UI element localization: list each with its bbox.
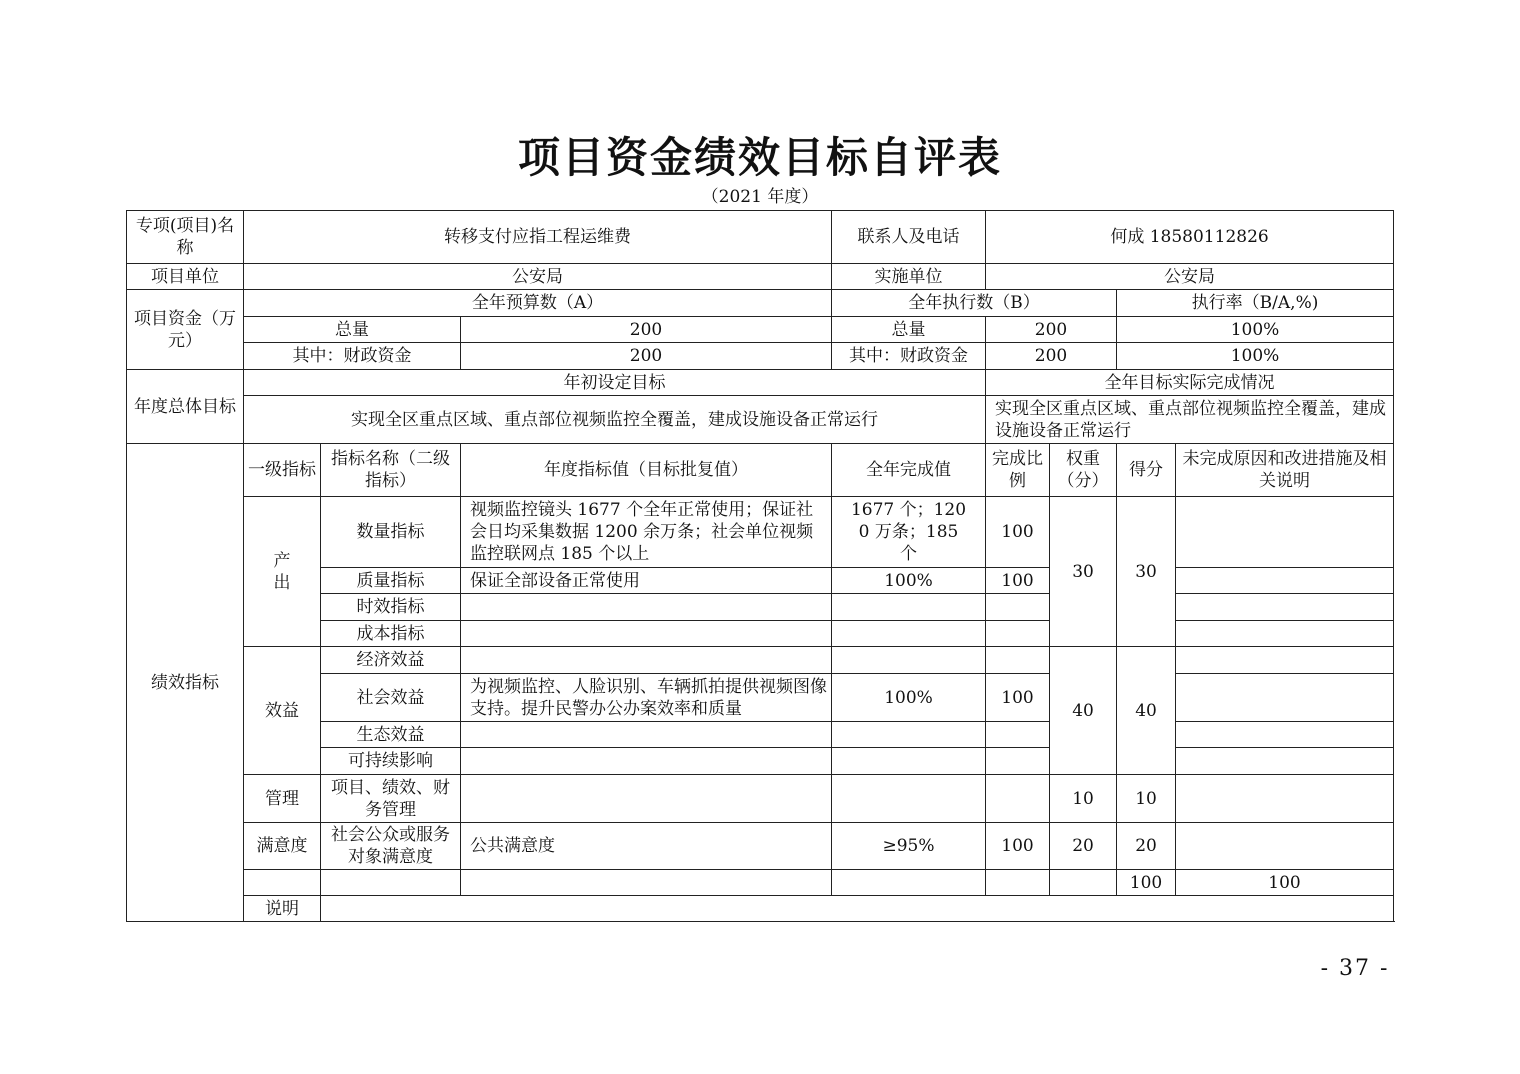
table-row [127,444,1394,497]
quality-done: 100% [832,568,986,594]
social-name: 社会效益 [321,674,461,722]
total-score: 100 [1176,870,1394,896]
sustainable-name: 可持续影响 [321,748,461,775]
contact-value: 何成 18580112826 [986,211,1394,264]
table-row [127,896,1394,922]
notes-cell [1176,775,1394,823]
empty-cell [461,621,832,647]
satisfaction-label: 满意度 [244,823,321,870]
project-name-label: 专项(项目)名称 [127,211,244,264]
notes-cell [1176,594,1394,621]
empty-cell [832,621,986,647]
empty-cell [986,870,1050,896]
benefit-weight: 40 [1050,647,1117,775]
output-score: 30 [1117,497,1176,647]
benefit-label: 效益 [244,647,321,775]
table-row [127,396,1394,444]
header-level2: 指标名称（二级指标） [321,444,461,497]
fiscal-budget: 200 [461,343,832,370]
timeliness-name: 时效指标 [321,594,461,621]
empty-cell [832,748,986,775]
notes-cell [1176,621,1394,647]
table-row [127,211,1394,264]
cost-name: 成本指标 [321,621,461,647]
total-weight: 100 [1117,870,1176,896]
goals-label: 年度总体目标 [127,370,244,444]
total-exec-label: 总量 [832,317,986,343]
table-row [127,264,1394,290]
project-unit-label: 项目单位 [127,264,244,290]
satisfaction-done: ≥95% [832,823,986,870]
header-done: 全年完成值 [832,444,986,497]
table-row [127,647,1394,674]
empty-cell [832,647,986,674]
management-weight: 10 [1050,775,1117,823]
header-score: 得分 [1117,444,1176,497]
page-number: - 37 - [1320,956,1390,981]
total-exec: 200 [986,317,1117,343]
total-budget: 200 [461,317,832,343]
satisfaction-name: 社会公众或服务对象满意度 [321,823,461,870]
empty-cell [244,870,321,896]
header-notes: 未完成原因和改进措施及相关说明 [1176,444,1394,497]
empty-cell [461,870,832,896]
management-name: 项目、绩效、财务管理 [321,775,461,823]
rate-header: 执行率（B/A,%) [1117,290,1394,317]
output-weight: 30 [1050,497,1117,647]
satisfaction-annual: 公共满意度 [461,823,832,870]
output-label: 产出 [244,497,321,647]
satisfaction-score: 20 [1117,823,1176,870]
empty-cell [986,775,1050,823]
ecological-name: 生态效益 [321,722,461,748]
notes-cell [1176,674,1394,722]
exec-header: 全年执行数（B） [832,290,1117,317]
notes-cell [1176,722,1394,748]
table-row [127,370,1394,396]
notes-cell [1176,823,1394,870]
empty-cell [986,748,1050,775]
table-row [127,823,1394,870]
total-rate: 100% [1117,317,1394,343]
total-label: 总量 [244,317,461,343]
header-weight: 权重（分） [1050,444,1117,497]
empty-cell [832,870,986,896]
actual-goal: 实现全区重点区域、重点部位视频监控全覆盖，建成设施设备正常运行 [986,396,1394,444]
benefit-score: 40 [1117,647,1176,775]
empty-cell [986,722,1050,748]
social-annual: 为视频监控、人脸识别、车辆抓拍提供视频图像支持。提升民警办公办案效率和质量 [461,674,832,722]
fiscal-exec: 200 [986,343,1117,370]
fiscal-label: 其中：财政资金 [244,343,461,370]
initial-goal-header: 年初设定目标 [244,370,986,396]
project-unit: 公安局 [244,264,832,290]
social-ratio: 100 [986,674,1050,722]
empty-cell [461,775,832,823]
table-row [127,290,1394,317]
table-row [127,343,1394,370]
satisfaction-weight: 20 [1050,823,1117,870]
quality-name: 质量指标 [321,568,461,594]
perf-label: 绩效指标 [127,444,244,922]
table-row [127,497,1394,568]
management-score: 10 [1117,775,1176,823]
empty-cell [832,594,986,621]
header-ratio: 完成比例 [986,444,1050,497]
table-row [127,775,1394,823]
table-row [127,870,1394,896]
page-title: 项目资金绩效目标自评表 [517,133,1002,182]
note-value [321,896,1394,922]
actual-goal-header: 全年目标实际完成情况 [986,370,1394,396]
table-row [127,317,1394,343]
quantity-done: 1677 个；1200 万条；185 个 [832,497,986,568]
note-label: 说明 [244,896,321,922]
empty-cell [461,722,832,748]
empty-cell [461,748,832,775]
notes-cell [1176,647,1394,674]
self-evaluation-table [126,210,1394,922]
page-subtitle: （2021 年度） [701,187,819,207]
quality-ratio: 100 [986,568,1050,594]
funds-label: 项目资金（万元） [127,290,244,370]
header-level1: 一级指标 [244,444,321,497]
budget-header: 全年预算数（A） [244,290,832,317]
empty-cell [321,870,461,896]
empty-cell [461,594,832,621]
quantity-name: 数量指标 [321,497,461,568]
project-name: 转移支付应指工程运维费 [244,211,832,264]
social-done: 100% [832,674,986,722]
empty-cell [832,722,986,748]
impl-unit-label: 实施单位 [832,264,986,290]
notes-cell [1176,568,1394,594]
initial-goal: 实现全区重点区域、重点部位视频监控全覆盖，建成设施设备正常运行 [244,396,986,444]
quantity-annual: 视频监控镜头 1677 个全年正常使用；保证社会日均采集数据 1200 余万条；社会单位视频监控联网点 185 个以上 [461,497,832,568]
empty-cell [1050,870,1117,896]
contact-label: 联系人及电话 [832,211,986,264]
empty-cell [461,647,832,674]
impl-unit: 公安局 [986,264,1394,290]
empty-cell [986,594,1050,621]
fiscal-exec-label: 其中：财政资金 [832,343,986,370]
empty-cell [986,647,1050,674]
fiscal-rate: 100% [1117,343,1394,370]
notes-cell [1176,497,1394,568]
quantity-ratio: 100 [986,497,1050,568]
header-annual: 年度指标值（目标批复值） [461,444,832,497]
satisfaction-ratio: 100 [986,823,1050,870]
management-label: 管理 [244,775,321,823]
empty-cell [832,775,986,823]
economic-name: 经济效益 [321,647,461,674]
empty-cell [986,621,1050,647]
notes-cell [1176,748,1394,775]
quality-annual: 保证全部设备正常使用 [461,568,832,594]
